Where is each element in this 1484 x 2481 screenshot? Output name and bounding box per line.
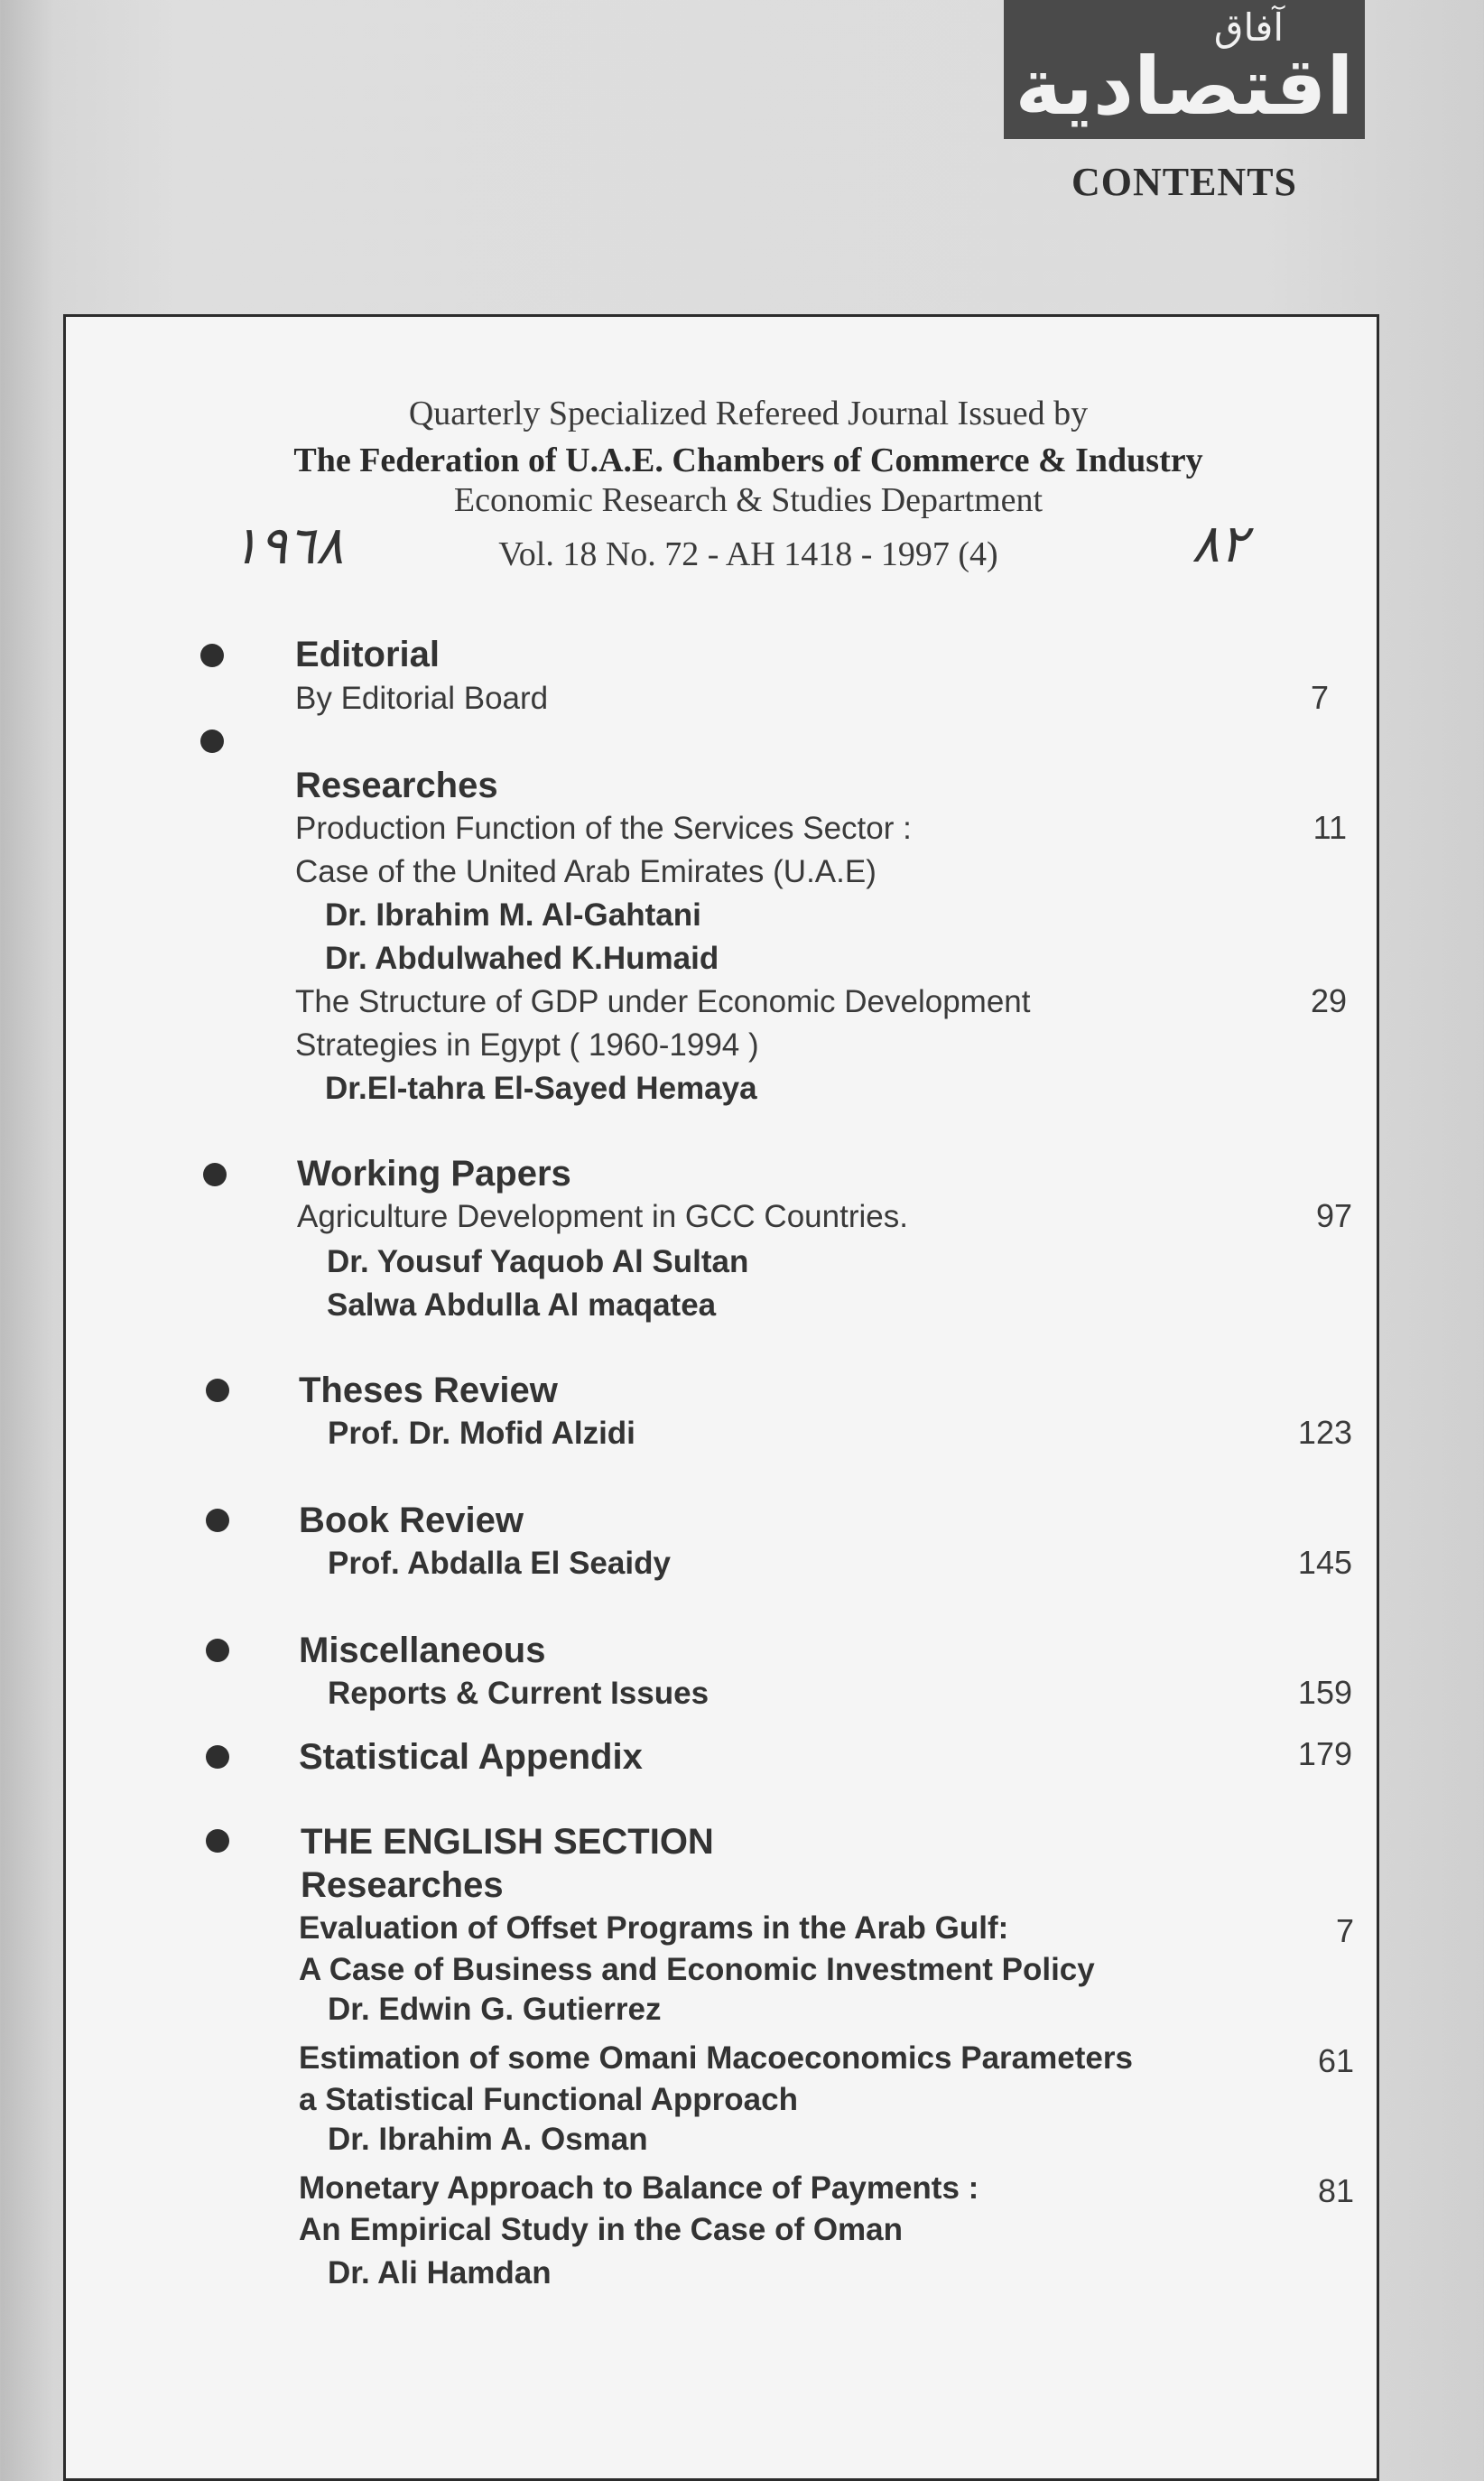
- bullet: [206, 1509, 229, 1532]
- author-name: Salwa Abdulla Al maqatea: [327, 1287, 717, 1323]
- section-title-theses-review: Theses Review: [299, 1371, 558, 1410]
- author-name: Prof. Abdalla El Seaidy: [328, 1546, 671, 1581]
- section-title-statistical-appendix: Statistical Appendix: [299, 1737, 643, 1777]
- toc-entry-line: Agriculture Development in GCC Countries.: [297, 1199, 908, 1234]
- page-number: 7: [1310, 679, 1329, 716]
- page-number: 29: [1310, 982, 1347, 1019]
- section-title-editorial: Editorial: [295, 635, 441, 674]
- logo-small-text: آفاق: [1213, 5, 1284, 50]
- page-number: 179: [1297, 1735, 1352, 1772]
- page-number: 11: [1312, 809, 1347, 846]
- journal-description: Quarterly Specialized Refereed Journal Issued by: [408, 395, 1089, 432]
- toc-entry-line: a Statistical Functional Approach: [299, 2082, 798, 2117]
- toc-entry-line: Case of the United Arab Emirates (U.A.E): [295, 854, 876, 889]
- section-title-miscellaneous: Miscellaneous: [299, 1631, 546, 1670]
- publisher-name: The Federation of U.A.E. Chambers of Commerce & Industry: [293, 441, 1203, 479]
- section-title-researches: Researches: [295, 766, 498, 805]
- page-number: 97: [1315, 1197, 1352, 1234]
- handwritten-note-left: ١٩٦٨: [231, 515, 344, 576]
- author-name: Dr.El-tahra El-Sayed Hemaya: [325, 1071, 757, 1106]
- bullet: [206, 1639, 229, 1662]
- author-name: Prof. Dr. Mofid Alzidi: [328, 1416, 635, 1451]
- contents-frame: [63, 314, 1379, 2481]
- bullet: [203, 1163, 227, 1186]
- page-number: 61: [1317, 2042, 1354, 2079]
- author-name: Dr. Ali Hamdan: [328, 2255, 552, 2291]
- bullet: [200, 729, 224, 753]
- toc-entry-line: A Case of Business and Economic Investment Policy: [299, 1952, 1095, 1987]
- author-name: Dr. Edwin G. Gutierrez: [328, 1992, 662, 2027]
- department-name: Economic Research & Studies Department: [453, 481, 1043, 519]
- journal-logo: [1004, 0, 1365, 139]
- toc-entry-line: The Structure of GDP under Economic Development: [295, 984, 1031, 1019]
- bullet: [206, 1379, 229, 1402]
- toc-entry-line: An Empirical Study in the Case of Oman: [299, 2212, 904, 2247]
- contents-title: CONTENTS: [1071, 160, 1298, 204]
- handwritten-note-right: ٨٢: [1192, 513, 1248, 574]
- page-number: 159: [1297, 1674, 1352, 1711]
- page-number: 7: [1335, 1912, 1354, 1949]
- toc-entry-line: Estimation of some Omani Macoeconomics Parameters: [299, 2040, 1133, 2076]
- author-name: Dr. Yousuf Yaquob Al Sultan: [327, 1244, 749, 1279]
- section-title-book-review: Book Review: [299, 1501, 524, 1540]
- toc-entry-line: By Editorial Board: [295, 681, 549, 716]
- section-title-english-section: THE ENGLISH SECTION: [301, 1822, 714, 1862]
- toc-entry-line: Strategies in Egypt ( 1960-1994 ): [295, 1027, 759, 1063]
- author-name: Dr. Ibrahim M. Al-Gahtani: [325, 897, 701, 933]
- page-number: 123: [1297, 1414, 1352, 1451]
- toc-entry-line: Monetary Approach to Balance of Payments :: [299, 2170, 979, 2206]
- author-name: Dr. Abdulwahed K.Humaid: [325, 941, 719, 976]
- volume-info: Vol. 18 No. 72 - AH 1418 - 1997 (4): [498, 535, 998, 573]
- logo-big-text: اقتصادية: [1015, 40, 1354, 133]
- bullet: [200, 644, 224, 667]
- section-title-working-papers: Working Papers: [297, 1154, 571, 1194]
- bullet: [206, 1745, 229, 1769]
- page-number: 81: [1317, 2172, 1354, 2209]
- author-name: Dr. Ibrahim A. Osman: [328, 2122, 648, 2157]
- toc-entry-line: Reports & Current Issues: [328, 1676, 710, 1711]
- toc-entry-line: Production Function of the Services Sector :: [295, 811, 912, 846]
- bullet: [206, 1829, 229, 1853]
- toc-entry-line: Evaluation of Offset Programs in the Arab Gulf:: [299, 1910, 1009, 1946]
- subsection-title-researches: Researches: [301, 1865, 504, 1905]
- page-number: 145: [1297, 1544, 1352, 1581]
